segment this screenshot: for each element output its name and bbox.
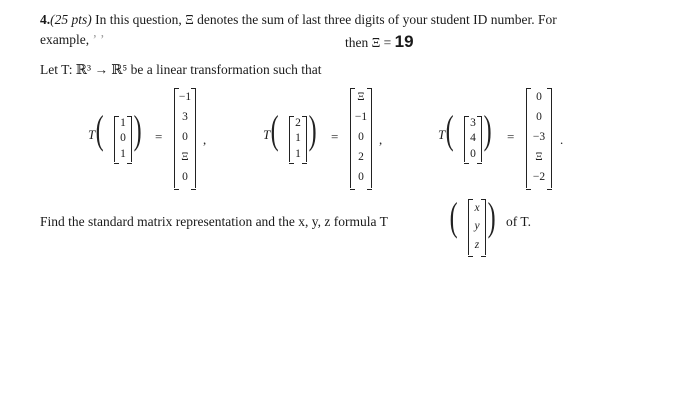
input-vector-2 — [289, 116, 307, 162]
vector-entry: Ξ — [181, 151, 189, 164]
left-paren: ( — [445, 107, 454, 152]
vector-entry: 0 — [536, 91, 542, 104]
vector-entry: 0 — [358, 131, 364, 144]
vector-entry: 0 — [470, 147, 476, 160]
left-paren: ( — [95, 107, 104, 152]
t-symbol: T — [88, 127, 96, 142]
right-paren: ) — [483, 107, 492, 152]
right-paren: ) — [308, 107, 317, 152]
vector-entry: 1 — [120, 116, 126, 129]
vector-entry: −2 — [532, 171, 546, 184]
vector-entry: 1 — [120, 147, 126, 160]
example-label: example, — [40, 32, 90, 47]
separator: , — [379, 132, 383, 147]
find-line: Find the standard matrix representation and the x, y, z formula T — [40, 214, 388, 229]
equals-sign: = — [155, 129, 163, 144]
vector-entry: z — [474, 238, 480, 251]
then-text: then Ξ = — [345, 35, 392, 50]
vector-entry: x — [474, 201, 480, 214]
let-line: Let T: ℝ³ → ℝ⁵ be a linear transformation such that — [40, 62, 322, 77]
vector-entry: −1 — [354, 111, 368, 124]
vector-entry: 0 — [120, 132, 126, 145]
equals-sign: = — [507, 129, 515, 144]
t-symbol: T — [263, 127, 271, 142]
vector-entry: Ξ — [535, 151, 543, 164]
vector-entry: −1 — [178, 91, 192, 104]
vector-entry: 3 — [470, 116, 476, 129]
vector-entry: 0 — [182, 171, 188, 184]
vector-entry: Ξ — [357, 91, 365, 104]
right-paren: ) — [487, 194, 496, 239]
problem-number: 4. — [40, 12, 51, 27]
right-paren: ) — [133, 107, 142, 152]
vector-entry: 0 — [358, 171, 364, 184]
xyz-vector — [468, 199, 486, 255]
problem-header — [40, 12, 557, 28]
then-value: 19 — [394, 32, 414, 51]
vector-entry: 1 — [295, 132, 301, 145]
vector-entry: y — [474, 220, 480, 233]
points-label: (25 pts) — [50, 12, 92, 27]
intro-text: In this question, Ξ denotes the sum of last three digits of your student ID number. For — [95, 12, 557, 27]
vector-entry: 1 — [295, 147, 301, 160]
t-symbol: T — [438, 127, 446, 142]
vector-entry: 0 — [536, 111, 542, 124]
of-t-text: of T. — [506, 214, 531, 229]
example-line — [40, 32, 107, 48]
input-vector-3 — [464, 116, 482, 162]
vector-entry: 3 — [182, 111, 188, 124]
left-paren: ( — [270, 107, 279, 152]
output-vector-3 — [526, 88, 552, 188]
redacted-example: ʼʼ — [92, 32, 108, 47]
equals-sign: = — [331, 129, 339, 144]
separator: . — [560, 132, 564, 147]
vector-entry: −3 — [532, 131, 546, 144]
output-vector-1 — [174, 88, 196, 188]
separator: , — [203, 132, 207, 147]
vector-entry: 2 — [358, 151, 364, 164]
left-paren: ( — [449, 194, 458, 239]
vector-entry: 0 — [182, 131, 188, 144]
vector-entry: 2 — [295, 116, 301, 129]
then-line — [345, 32, 414, 52]
vector-entry: 4 — [470, 132, 476, 145]
input-vector-1 — [114, 116, 132, 162]
output-vector-2 — [350, 88, 372, 188]
